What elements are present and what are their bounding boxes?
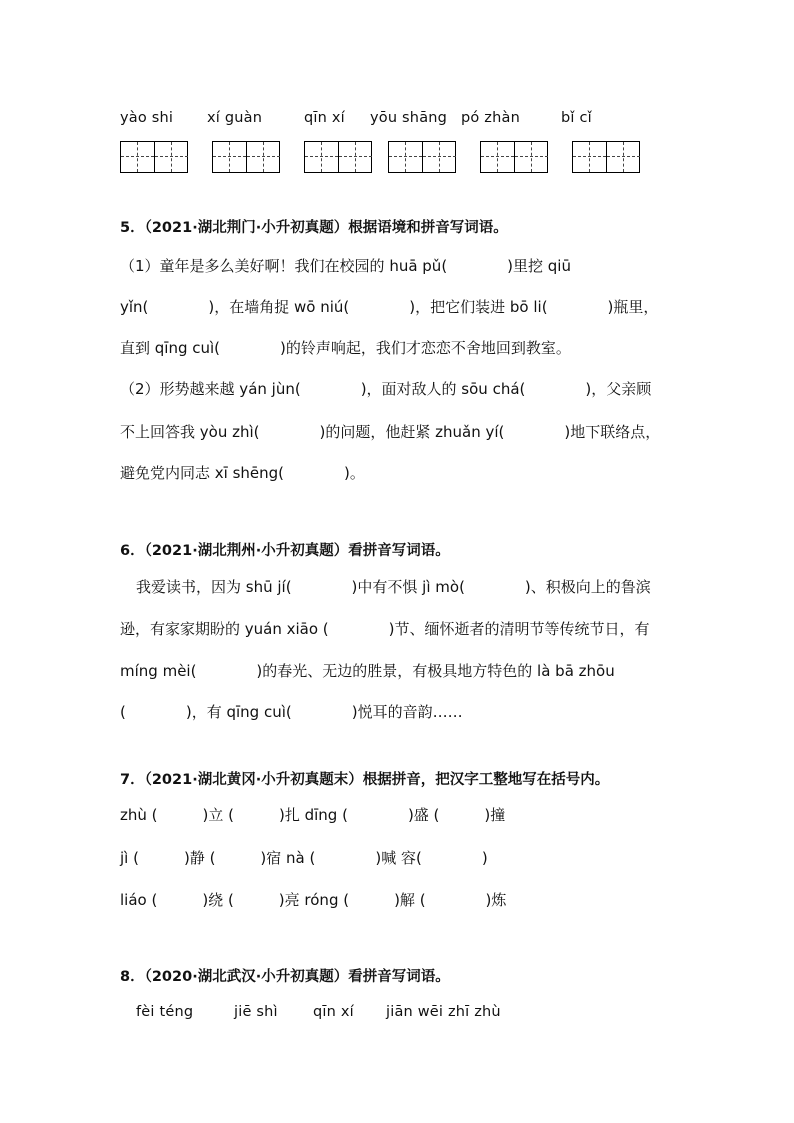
q6-line: 我爱读书，因为 shū jí( )中有不惧 jì mò( )、积极向上的鲁滨: [136, 578, 651, 596]
question-8-title: 8．（2020·湖北武汉·小升初真题）看拼音写词语。: [120, 969, 450, 985]
q6-line: 逊，有家家期盼的 yuán xiāo ( )节、缅怀逝者的清明节等传统节日，有: [120, 620, 650, 638]
q5-line: （2）形势越来越 yán jùn( )，面对敌人的 sōu chá( )，父亲顾: [120, 380, 652, 398]
question-6-title: 6．（2021·湖北荆州·小升初真题）看拼音写词语。: [120, 543, 450, 559]
writing-grid[interactable]: [388, 141, 456, 173]
pinyin-label: yōu shāng: [370, 110, 448, 126]
pinyin-label: jiē shì: [234, 1004, 278, 1020]
q5-line: 直到 qīng cuì( )的铃声响起，我们才恋恋不舍地回到教室。: [120, 339, 571, 357]
writing-grid[interactable]: [120, 141, 188, 173]
q5-line: 不上回答我 yòu zhì( )的问题，他赶紧 zhuǎn yí( )地下联络点，: [120, 423, 661, 441]
q7-line: zhù ( )立 ( )扎 dīng ( )盛 ( )撞: [120, 806, 506, 824]
q6-line: míng mèi( )的春光、无边的胜景，有极具地方特色的 là bā zhōu: [120, 662, 615, 680]
pinyin-label: pó zhàn: [461, 110, 520, 126]
pinyin-label: qīn xí: [304, 110, 345, 126]
q6-line: ( )，有 qīng cuì( )悦耳的音韵……: [120, 703, 463, 721]
pinyin-label: fèi téng: [136, 1004, 194, 1020]
question-5-title: 5．（2021·湖北荆门·小升初真题）根据语境和拼音写词语。: [120, 220, 508, 236]
pinyin-label: yào shi: [120, 110, 174, 126]
q7-line: liáo ( )绕 ( )亮 róng ( )解 ( )炼: [120, 891, 507, 909]
writing-grid[interactable]: [480, 141, 548, 173]
q7-line: jì ( )静 ( )宿 nà ( )喊 容( ): [120, 849, 488, 867]
writing-grid[interactable]: [572, 141, 640, 173]
writing-grid[interactable]: [212, 141, 280, 173]
pinyin-label: bǐ cǐ: [561, 110, 592, 126]
pinyin-label: jiān wēi zhī zhù: [386, 1004, 501, 1020]
q5-line: yǐn( )，在墙角捉 wō niú( )，把它们装进 bō li( )瓶里，: [120, 298, 659, 316]
q5-line: （1）童年是多么美好啊！我们在校园的 huā pǔ( )里挖 qiū: [120, 257, 571, 275]
question-7-title: 7．（2021·湖北黄冈·小升初真题末）根据拼音，把汉字工整地写在括号内。: [120, 772, 610, 788]
pinyin-label: qīn xí: [313, 1004, 354, 1020]
writing-grid[interactable]: [304, 141, 372, 173]
pinyin-label: xí guàn: [207, 110, 263, 126]
q5-line: 避免党内同志 xī shēng( )。: [120, 464, 365, 482]
